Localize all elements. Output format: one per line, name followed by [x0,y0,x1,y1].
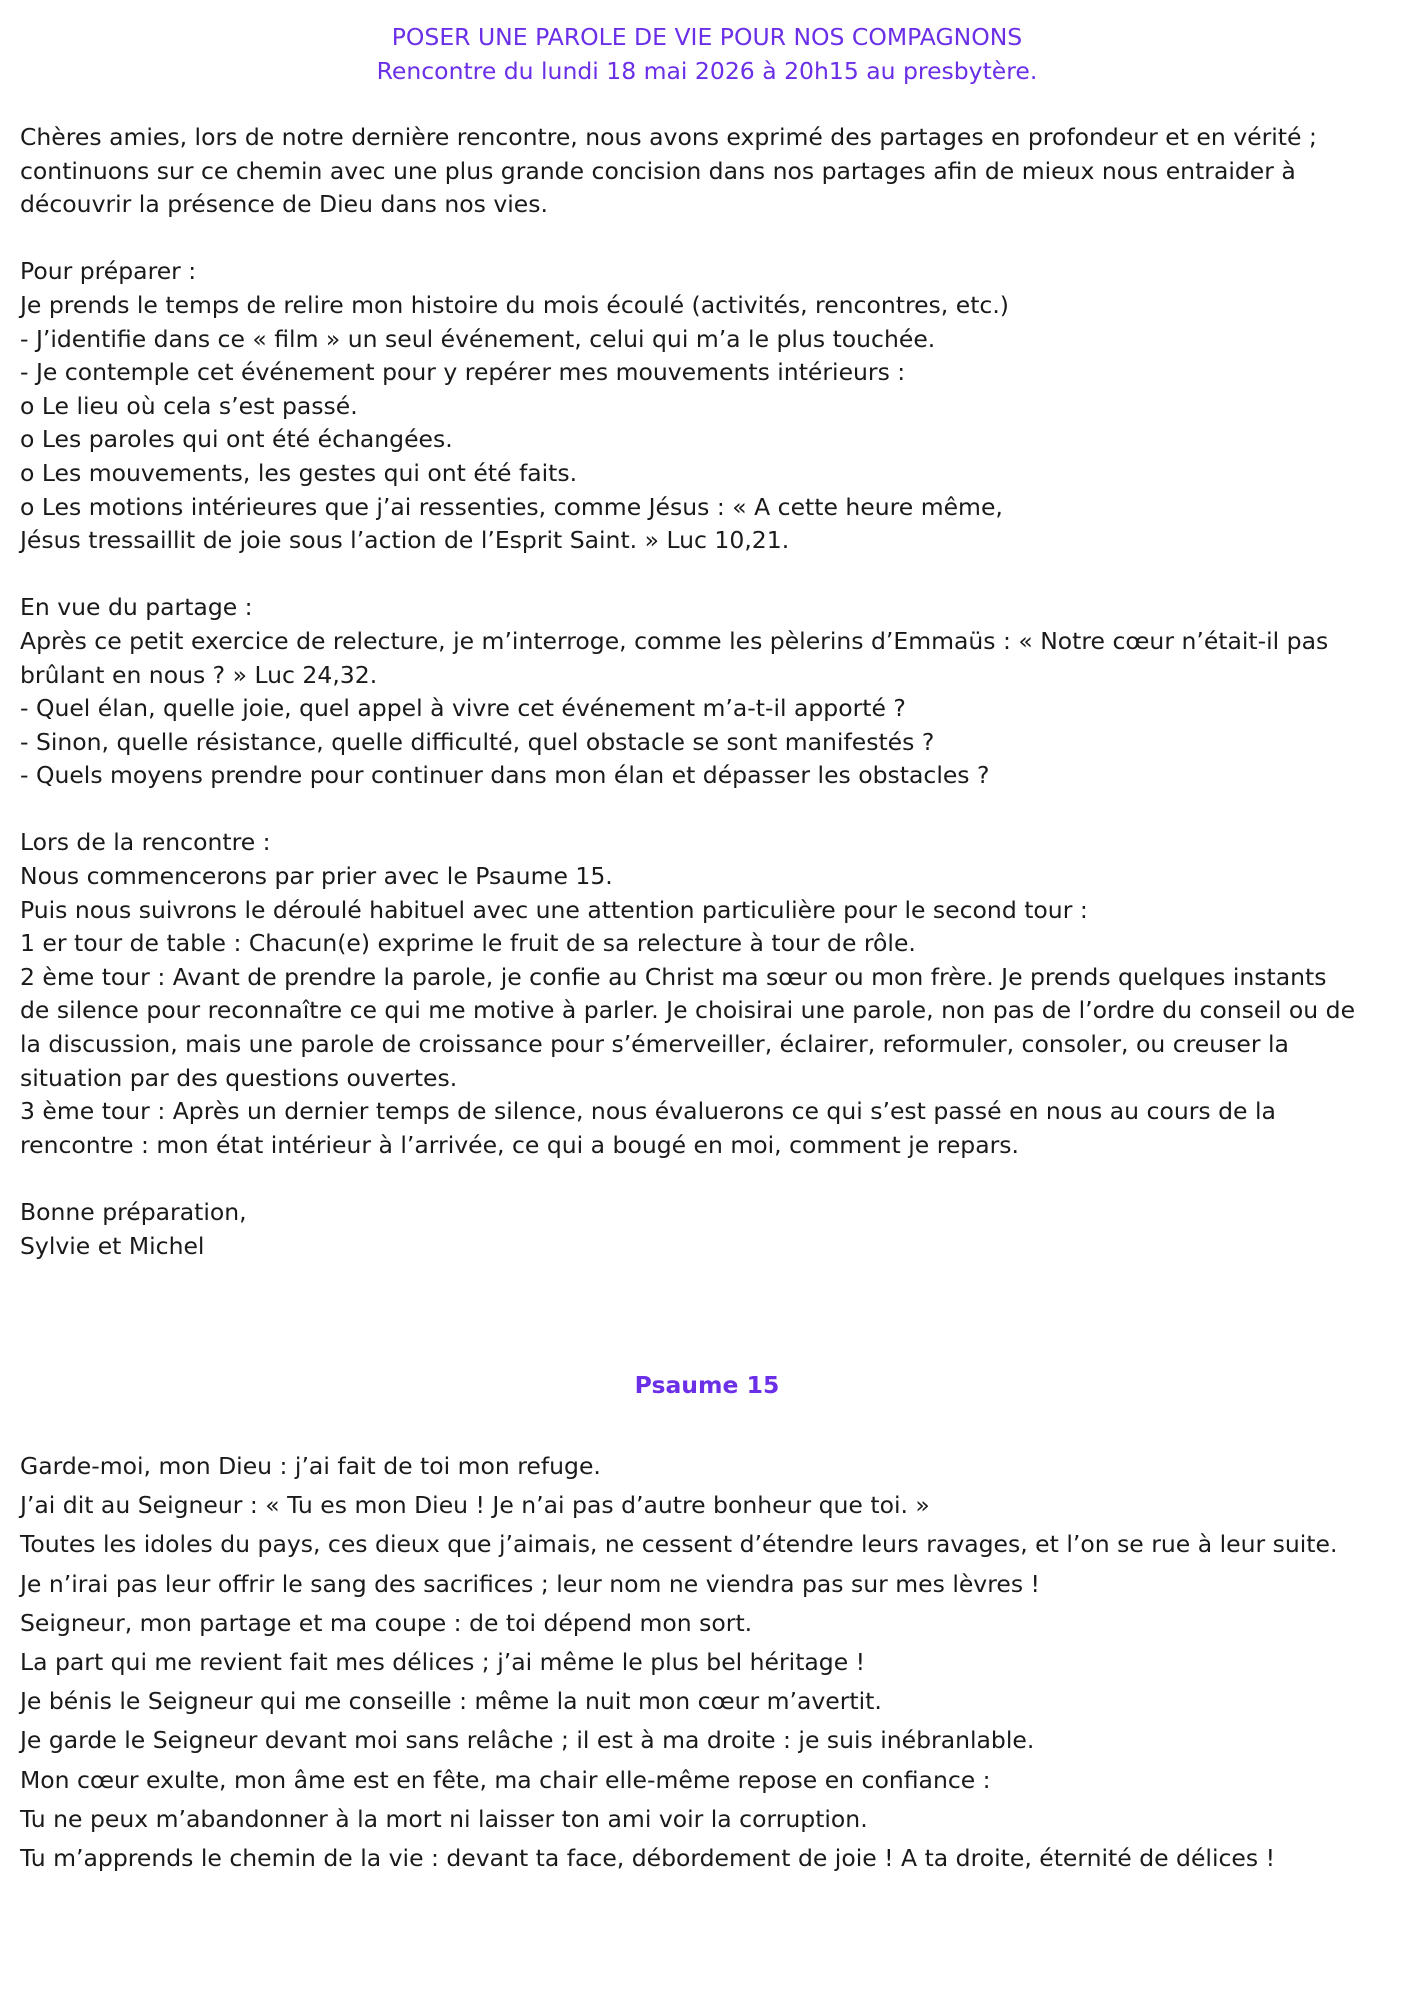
psalm-verse: Je bénis le Seigneur qui me conseille : même la nuit mon cœur m’avertit. [20,1687,882,1716]
text-line: o Les motions intérieures que j’ai ressenties, comme Jésus : « A cette heure même, [20,492,1003,521]
text-line: o Les mouvements, les gestes qui ont été faits. [20,458,578,487]
text-line: 3 ème tour : Après un dernier temps de silence, nous évaluerons ce qui s’est passé en nous au cours de la [20,1097,1276,1126]
text-line: continuons sur ce chemin avec une plus grande concision dans nos partages afin de mieux nous entraider à [20,156,1296,185]
psalm-verse: La part qui me revient fait mes délices ; j’ai même le plus bel héritage ! [20,1648,866,1677]
text-line: situation par des questions ouvertes. [20,1063,458,1092]
closing-section [20,1196,1400,1263]
text-line: - Je contemple cet événement pour y repérer mes mouvements intérieurs : [20,358,906,387]
paragraph-gap [20,558,1400,592]
text-line: de silence pour reconnaître ce qui me motive à parler. Je choisirai une parole, non pas de l’ordre du conseil ou de [20,996,1356,1025]
text-line: - Sinon, quelle résistance, quelle difficulté, quel obstacle se sont manifestés ? [20,727,935,756]
text-line: - Quel élan, quelle joie, quel appel à vivre cet événement m’a-t-il apporté ? [20,694,906,723]
text-line: brûlant en nous ? » Luc 24,32. [20,660,378,689]
meeting-section [20,826,1400,1162]
prepare-section [20,255,1400,557]
psalm-verse: Mon cœur exulte, mon âme est en fête, ma chair elle-même repose en confiance : [20,1765,991,1794]
psalm-verse: J’ai dit au Seigneur : « Tu es mon Dieu ! Je n’ai pas d’autre bonheur que toi. » [20,1491,930,1520]
psalm-verse: Tu ne peux m’abandonner à la mort ni laisser ton ami voir la corruption. [20,1804,868,1833]
paragraph-gap [20,222,1400,256]
section-heading: En vue du partage : [20,593,253,622]
document-title: POSER UNE PAROLE DE VIE POUR NOS COMPAGNONS [391,23,1023,51]
share-section [20,591,1400,793]
section-heading: Lors de la rencontre : [20,828,271,857]
text-line: 1 er tour de table : Chacun(e) exprime le fruit de sa relecture à tour de rôle. [20,929,916,958]
text-line: la discussion, mais une parole de croissance pour s’émerveiller, éclairer, reformuler, consoler, ou creuser la [20,1030,1289,1059]
text-line: o Le lieu où cela s’est passé. [20,391,358,420]
text-line: Puis nous suivrons le déroulé habituel avec une attention particulière pour le second tour : [20,895,1088,924]
section-heading: Pour préparer : [20,257,197,286]
closing-greeting: Bonne préparation, [20,1198,247,1226]
psalm-verse: Je n’irai pas leur offrir le sang des sacrifices ; leur nom ne viendra pas sur mes lèvres ! [20,1569,1040,1598]
psalm-verse: Seigneur, mon partage et ma coupe : de toi dépend mon sort. [20,1608,753,1637]
intro-paragraph [20,121,1400,222]
psalm-verse: Garde-moi, mon Dieu : j’ai fait de toi mon refuge. [20,1452,601,1480]
text-line: Nous commencerons par prier avec le Psaume 15. [20,862,613,891]
text-line: découvrir la présence de Dieu dans nos vies. [20,190,548,219]
paragraph-gap [20,1162,1400,1196]
document-subtitle: Rencontre du lundi 18 mai 2026 à 20h15 au presbytère. [376,57,1038,85]
paragraph-gap [20,793,1400,827]
psalm-title: Psaume 15 [634,1371,780,1399]
psalm-verse: Je garde le Seigneur devant moi sans relâche ; il est à ma droite : je suis inébranlable. [20,1726,1035,1755]
psalm-verses [20,1447,1400,1878]
letter-body [20,121,1400,1263]
document-header [0,20,1414,88]
text-line: Jésus tressaillit de joie sous l’action de l’Esprit Saint. » Luc 10,21. [20,526,790,555]
text-line: - J’identifie dans ce « film » un seul événement, celui qui m’a le plus touchée. [20,324,936,353]
text-line: rencontre : mon état intérieur à l’arrivée, ce qui a bougé en moi, comment je repars. [20,1130,1019,1159]
text-line: Chères amies, lors de notre dernière rencontre, nous avons exprimé des partages en profondeur et en vérité ; [20,123,1317,151]
psalm-verse: Tu m’apprends le chemin de la vie : devant ta face, débordement de joie ! A ta droite, éternité de délices ! [20,1844,1275,1873]
text-line: o Les paroles qui ont été échangées. [20,425,453,454]
closing-signature: Sylvie et Michel [20,1231,205,1260]
text-line: 2 ème tour : Avant de prendre la parole, je confie au Christ ma sœur ou mon frère. Je prends quelques instants [20,962,1327,991]
psalm-verse: Toutes les idoles du pays, ces dieux que j’aimais, ne cessent d’étendre leurs ravages, et l’on se rue à leur suite. [20,1530,1338,1559]
text-line: Après ce petit exercice de relecture, je m’interroge, comme les pèlerins d’Emmaüs : « Notre cœur n’était-il pas [20,626,1329,655]
text-line: Je prends le temps de relire mon histoire du mois écoulé (activités, rencontres, etc.) [20,290,1009,319]
text-line: - Quels moyens prendre pour continuer dans mon élan et dépasser les obstacles ? [20,761,990,790]
